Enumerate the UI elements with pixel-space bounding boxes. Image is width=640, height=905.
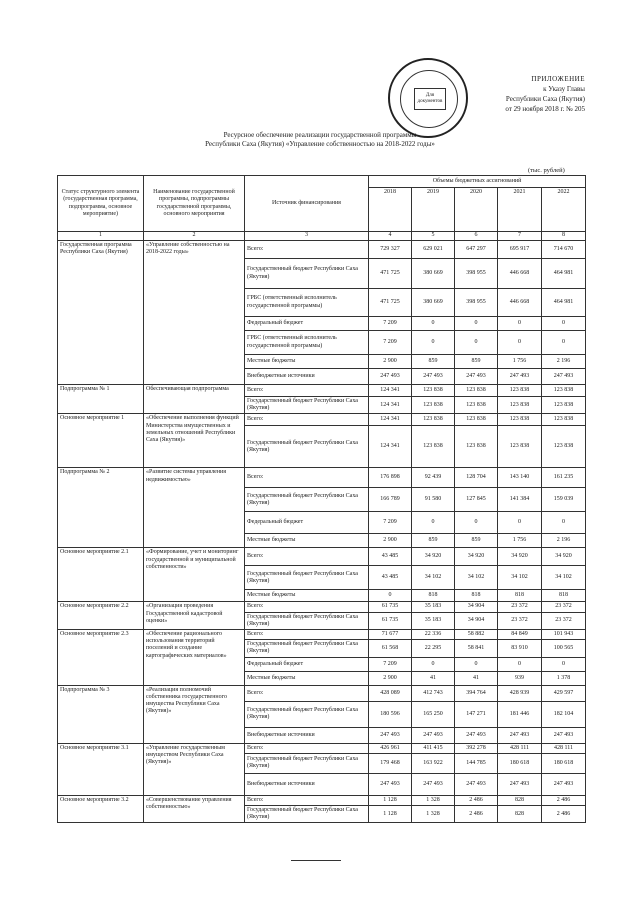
budget-value: 23 372: [498, 602, 542, 612]
budget-value: 124 341: [369, 397, 412, 414]
budget-value: 247 493: [498, 773, 542, 795]
budget-value: 0: [542, 657, 586, 671]
funding-source: Всего:: [245, 743, 369, 753]
budget-value: 398 955: [455, 259, 498, 289]
budget-value: 144 785: [455, 753, 498, 773]
program-name: «Совершенствование управления собственностью»: [144, 795, 245, 823]
budget-value: 0: [542, 317, 586, 331]
budget-value: 34 920: [542, 548, 586, 566]
budget-value: 159 039: [542, 488, 586, 512]
budget-value: 0: [498, 512, 542, 534]
budget-value: 426 961: [369, 743, 412, 753]
budget-value: 428 111: [498, 743, 542, 753]
budget-value: 83 910: [498, 640, 542, 657]
budget-value: 34 102: [542, 566, 586, 590]
table-row: [58, 685, 586, 701]
budget-value: 92 439: [412, 468, 455, 488]
table-row: [58, 414, 586, 426]
budget-value: 7 209: [369, 657, 412, 671]
budget-value: 7 209: [369, 317, 412, 331]
budget-value: 84 849: [498, 630, 542, 640]
budget-value: 2 900: [369, 534, 412, 548]
program-name: «Управление государственным имуществом Республики Саха (Якутия)»: [144, 743, 245, 795]
budget-value: 34 920: [455, 548, 498, 566]
budget-value: 247 493: [412, 727, 455, 743]
table-row: [58, 743, 586, 753]
budget-value: 247 493: [412, 369, 455, 385]
budget-value: 0: [455, 512, 498, 534]
budget-value: 41: [412, 671, 455, 685]
budget-value: 818: [412, 590, 455, 602]
budget-value: 34 920: [498, 548, 542, 566]
budget-value: 34 102: [498, 566, 542, 590]
budget-value: 247 493: [542, 773, 586, 795]
budget-value: 0: [412, 317, 455, 331]
budget-value: 647 297: [455, 241, 498, 259]
funding-source: Федеральный бюджет: [245, 657, 369, 671]
budget-value: 629 021: [412, 241, 455, 259]
column-index-cell: 7: [498, 232, 542, 241]
budget-value: 695 917: [498, 241, 542, 259]
budget-value: 1 128: [369, 806, 412, 823]
budget-value: 34 920: [412, 548, 455, 566]
budget-value: 247 493: [455, 727, 498, 743]
budget-value: 2 486: [542, 806, 586, 823]
budget-value: 124 341: [369, 426, 412, 468]
header-year: 2021: [498, 188, 542, 232]
funding-source: Государственный бюджет Республики Саха (Якутия): [245, 488, 369, 512]
budget-value: 123 838: [412, 414, 455, 426]
table-row: [58, 630, 586, 640]
funding-source: Всего:: [245, 548, 369, 566]
funding-source: Государственный бюджет Республики Саха (Якутия): [245, 753, 369, 773]
column-index-cell: 8: [542, 232, 586, 241]
budget-value: 0: [542, 331, 586, 355]
budget-value: 22 336: [412, 630, 455, 640]
budget-value: 392 278: [455, 743, 498, 753]
appendix-line-3: от 29 ноября 2018 г. № 205: [505, 105, 585, 113]
program-name: «Управление собственностью на 2018-2022 годы»: [144, 241, 245, 385]
funding-source: Государственный бюджет Республики Саха (Якутия): [245, 612, 369, 629]
unit-note: (тыс. рублей): [528, 167, 565, 174]
program-name: Обеспечивающая подпрограмма: [144, 385, 245, 414]
budget-value: 247 493: [412, 773, 455, 795]
budget-value: 34 904: [455, 612, 498, 629]
program-name: «Обеспечение рационального использования территорий поселений и создание картографических материалов»: [144, 630, 245, 686]
budget-value: 380 669: [412, 289, 455, 317]
appendix-heading: ПРИЛОЖЕНИЕ: [531, 75, 585, 83]
budget-value: 100 565: [542, 640, 586, 657]
budget-value: 859: [455, 355, 498, 369]
budget-value: 0: [412, 657, 455, 671]
budget-value: 23 372: [542, 602, 586, 612]
budget-value: 165 250: [412, 701, 455, 727]
structural-element-status: Основное мероприятие 1: [58, 414, 144, 468]
table-body: [58, 232, 586, 823]
budget-value: 1 328: [412, 806, 455, 823]
budget-value: 247 493: [455, 773, 498, 795]
budget-value: 394 764: [455, 685, 498, 701]
budget-value: 464 981: [542, 259, 586, 289]
header-name: Наименование государственной программы, подпрограммы государственной программы, основного мероприятия: [144, 176, 245, 232]
budget-value: 123 838: [455, 397, 498, 414]
budget-value: 380 669: [412, 259, 455, 289]
funding-source: ГРБС (ответственный исполнитель государственной программы): [245, 289, 369, 317]
seal-center: Для документов: [414, 88, 446, 110]
budget-value: 828: [498, 806, 542, 823]
program-name: «Формирование, учет и мониторинг государственной и муниципальной собственности»: [144, 548, 245, 602]
budget-value: 163 922: [412, 753, 455, 773]
title-line-2: Республики Саха (Якутия) «Управление собственностью на 2018-2022 годы»: [205, 140, 435, 148]
funding-source: Всего:: [245, 241, 369, 259]
budget-value: 143 140: [498, 468, 542, 488]
budget-value: 0: [455, 657, 498, 671]
budget-value: 180 618: [542, 753, 586, 773]
funding-source: Всего:: [245, 468, 369, 488]
funding-source: Внебюджетные источники: [245, 369, 369, 385]
budget-value: 411 415: [412, 743, 455, 753]
budget-value: 2 486: [455, 795, 498, 805]
funding-source: Государственный бюджет Республики Саха (Якутия): [245, 806, 369, 823]
column-index-cell: 3: [245, 232, 369, 241]
budget-value: 398 955: [455, 289, 498, 317]
budget-value: 0: [498, 331, 542, 355]
budget-value: 123 838: [455, 385, 498, 397]
table-row: [58, 468, 586, 488]
funding-source: Местные бюджеты: [245, 590, 369, 602]
budget-value: 71 677: [369, 630, 412, 640]
budget-value: 2 900: [369, 355, 412, 369]
column-index-cell: 4: [369, 232, 412, 241]
budget-value: 61 735: [369, 612, 412, 629]
table-row: [58, 548, 586, 566]
budget-value: 7 209: [369, 512, 412, 534]
budget-value: 247 493: [498, 369, 542, 385]
table-row: [58, 241, 586, 259]
funding-source: Государственный бюджет Республики Саха (Якутия): [245, 640, 369, 657]
budget-value: 61 735: [369, 602, 412, 612]
structural-element-status: Государственная программа Республики Саха (Якутия): [58, 241, 144, 385]
budget-value: 247 493: [369, 773, 412, 795]
budget-value: 446 668: [498, 289, 542, 317]
budget-value: 247 493: [542, 369, 586, 385]
budget-value: 35 183: [412, 602, 455, 612]
funding-source: Федеральный бюджет: [245, 317, 369, 331]
budget-value: 124 341: [369, 385, 412, 397]
budget-value: 818: [498, 590, 542, 602]
funding-source: Всего:: [245, 385, 369, 397]
budget-value: 128 704: [455, 468, 498, 488]
budget-value: 7 209: [369, 331, 412, 355]
budget-value: 123 838: [498, 414, 542, 426]
budget-value: 1 756: [498, 355, 542, 369]
table-row: [58, 795, 586, 805]
budget-value: 446 668: [498, 259, 542, 289]
structural-element-status: Основное мероприятие 2.2: [58, 602, 144, 630]
budget-value: 123 838: [412, 426, 455, 468]
funding-source: ГРБС (ответственный исполнитель государственной программы): [245, 331, 369, 355]
budget-value: 123 838: [498, 397, 542, 414]
budget-value: 0: [455, 331, 498, 355]
program-name: «Развитие системы управления недвижимостью»: [144, 468, 245, 548]
structural-element-status: Подпрограмма № 2: [58, 468, 144, 548]
budget-value: 818: [542, 590, 586, 602]
structural-element-status: Основное мероприятие 3.1: [58, 743, 144, 795]
funding-source: Государственный бюджет Республики Саха (Якутия): [245, 397, 369, 414]
budget-value: 1 378: [542, 671, 586, 685]
budget-value: 247 493: [369, 369, 412, 385]
budget-value: 123 838: [542, 426, 586, 468]
budget-value: 123 838: [542, 397, 586, 414]
budget-value: 43 485: [369, 566, 412, 590]
funding-source: Всего:: [245, 685, 369, 701]
funding-source: Всего:: [245, 414, 369, 426]
table-row: [58, 602, 586, 612]
appendix-line-1: к Указу Главы: [543, 85, 585, 93]
header-year: 2019: [412, 188, 455, 232]
budget-value: 161 235: [542, 468, 586, 488]
budget-value: 141 384: [498, 488, 542, 512]
budget-value: 34 904: [455, 602, 498, 612]
budget-value: 176 898: [369, 468, 412, 488]
footer-separator: [291, 860, 341, 861]
program-name: «Организация проведения Государственной кадастровой оценки»: [144, 602, 245, 630]
funding-source: Государственный бюджет Республики Саха (Якутия): [245, 259, 369, 289]
budget-value: 0: [455, 317, 498, 331]
budget-value: 247 493: [369, 727, 412, 743]
structural-element-status: Основное мероприятие 2.1: [58, 548, 144, 602]
budget-value: 0: [498, 317, 542, 331]
budget-value: 428 089: [369, 685, 412, 701]
budget-value: 0: [498, 657, 542, 671]
funding-source: Внебюджетные источники: [245, 727, 369, 743]
budget-value: 2 196: [542, 534, 586, 548]
header-year: 2018: [369, 188, 412, 232]
budget-value: 464 981: [542, 289, 586, 317]
header-source: Источник финансирования: [245, 176, 369, 232]
budget-value: 1 756: [498, 534, 542, 548]
budget-value: 181 446: [498, 701, 542, 727]
budget-value: 91 580: [412, 488, 455, 512]
budget-value: 180 596: [369, 701, 412, 727]
funding-source: Государственный бюджет Республики Саха (Якутия): [245, 426, 369, 468]
budget-value: 818: [455, 590, 498, 602]
budget-value: 429 597: [542, 685, 586, 701]
budget-value: 859: [455, 534, 498, 548]
structural-element-status: Подпрограмма № 3: [58, 685, 144, 743]
budget-value: 247 493: [542, 727, 586, 743]
budget-value: 2 196: [542, 355, 586, 369]
budget-value: 123 838: [542, 385, 586, 397]
budget-value: 1 128: [369, 795, 412, 805]
budget-value: 123 838: [542, 414, 586, 426]
budget-value: 123 838: [412, 385, 455, 397]
funding-source: Государственный бюджет Республики Саха (Якутия): [245, 701, 369, 727]
budget-value: 939: [498, 671, 542, 685]
appendix-line-2: Республики Саха (Якутия): [505, 95, 585, 103]
budget-value: 34 102: [455, 566, 498, 590]
budget-value: 23 372: [542, 612, 586, 629]
funding-source: Всего:: [245, 795, 369, 805]
column-index-cell: 2: [144, 232, 245, 241]
appendix-block: [440, 74, 585, 114]
budget-value: 412 743: [412, 685, 455, 701]
budget-value: 43 485: [369, 548, 412, 566]
budget-value: 247 493: [455, 369, 498, 385]
budget-value: 428 939: [498, 685, 542, 701]
budget-value: 859: [412, 355, 455, 369]
structural-element-status: Основное мероприятие 2.3: [58, 630, 144, 686]
budget-value: 180 618: [498, 753, 542, 773]
column-index-cell: 5: [412, 232, 455, 241]
budget-value: 123 838: [498, 426, 542, 468]
budget-value: 34 102: [412, 566, 455, 590]
budget-value: 0: [369, 590, 412, 602]
budget-value: 123 838: [498, 385, 542, 397]
budget-value: 2 486: [455, 806, 498, 823]
budget-value: 147 271: [455, 701, 498, 727]
budget-value: 2 486: [542, 795, 586, 805]
funding-source: Всего:: [245, 630, 369, 640]
funding-source: Местные бюджеты: [245, 355, 369, 369]
budget-value: 123 838: [455, 414, 498, 426]
program-name: «Реализация полномочий собственника государственного имущества Республики Саха (Якутия)»: [144, 685, 245, 743]
document-title: [150, 131, 490, 149]
budget-value: 0: [542, 512, 586, 534]
funding-source: Всего:: [245, 602, 369, 612]
budget-value: 471 725: [369, 289, 412, 317]
budget-value: 123 838: [455, 426, 498, 468]
budget-value: 828: [498, 795, 542, 805]
funding-source: Внебюджетные источники: [245, 773, 369, 795]
budget-value: 58 882: [455, 630, 498, 640]
budget-value: 179 468: [369, 753, 412, 773]
budget-value: 714 670: [542, 241, 586, 259]
structural-element-status: Основное мероприятие 3.2: [58, 795, 144, 823]
budget-value: 182 104: [542, 701, 586, 727]
funding-source: Государственный бюджет Республики Саха (Якутия): [245, 566, 369, 590]
budget-value: 1 328: [412, 795, 455, 805]
budget-value: 247 493: [498, 727, 542, 743]
budget-value: 859: [412, 534, 455, 548]
header-volume: Объемы бюджетных ассигнований: [369, 176, 586, 188]
funding-source: Местные бюджеты: [245, 671, 369, 685]
budget-value: 428 111: [542, 743, 586, 753]
budget-value: 166 789: [369, 488, 412, 512]
resource-table: [57, 175, 586, 823]
budget-value: 61 568: [369, 640, 412, 657]
program-name: «Обеспечение выполнения функций Министерства имущественных и земельных отношений Республики Саха (Якутия)»: [144, 414, 245, 468]
structural-element-status: Подпрограмма № 1: [58, 385, 144, 414]
budget-value: 127 845: [455, 488, 498, 512]
budget-value: 729 327: [369, 241, 412, 259]
budget-value: 0: [412, 331, 455, 355]
budget-value: 22 295: [412, 640, 455, 657]
budget-value: 23 372: [498, 612, 542, 629]
budget-value: 2 900: [369, 671, 412, 685]
header-year: 2020: [455, 188, 498, 232]
header-year: 2022: [542, 188, 586, 232]
funding-source: Местные бюджеты: [245, 534, 369, 548]
funding-source: Федеральный бюджет: [245, 512, 369, 534]
budget-value: 124 341: [369, 414, 412, 426]
column-index-cell: 6: [455, 232, 498, 241]
budget-value: 58 841: [455, 640, 498, 657]
table-row: [58, 385, 586, 397]
budget-value: 471 725: [369, 259, 412, 289]
column-index-row: [58, 232, 586, 241]
budget-value: 123 838: [412, 397, 455, 414]
budget-value: 35 183: [412, 612, 455, 629]
header-status: Статус структурного элемента (государственная программа, подпрограмма, основное мероприятие): [58, 176, 144, 232]
title-line-1: Ресурсное обеспечение реализации государственной программы: [223, 131, 417, 139]
column-index-cell: 1: [58, 232, 144, 241]
budget-value: 41: [455, 671, 498, 685]
budget-value: 0: [412, 512, 455, 534]
budget-value: 101 943: [542, 630, 586, 640]
